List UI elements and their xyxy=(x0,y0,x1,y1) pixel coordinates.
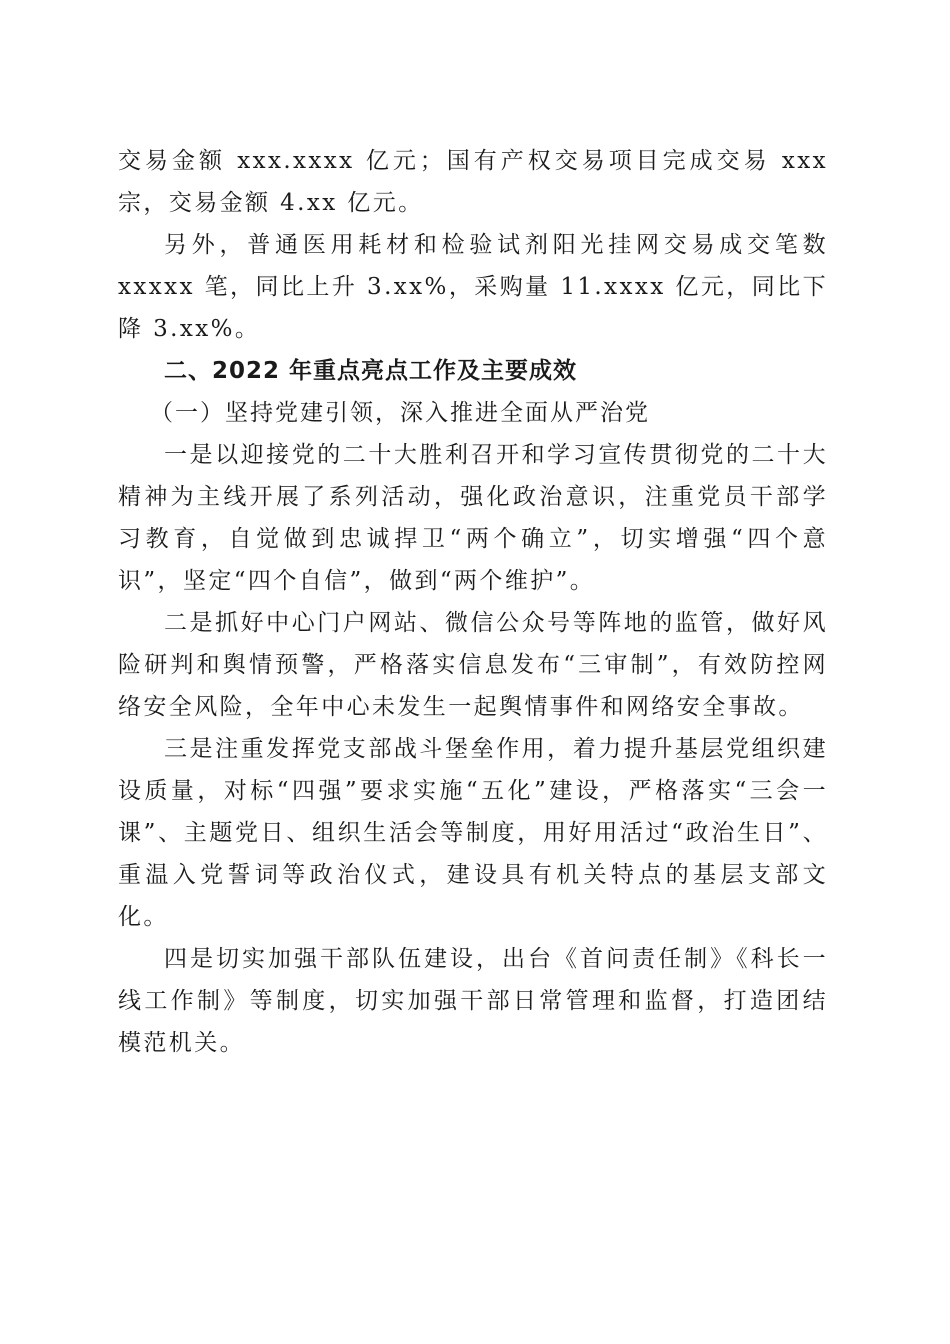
section-heading: 二、2022 年重点亮点工作及主要成效 xyxy=(164,358,578,384)
document-body xyxy=(118,140,828,1064)
subsection-heading: （一）坚持党建引领，深入推进全面从严治党 xyxy=(150,400,650,426)
paragraph-point-three: 三是注重发挥党支部战斗堡垒作用，着力提升基层党组织建设质量，对标“四强”要求实施“五化”建设，严格落实“三会一课”、主题党日、组织生活会等制度，用好用活过“政治生日”、重温入党誓词等政治仪式，建设具有机关特点的基层支部文化。 xyxy=(118,736,828,930)
paragraph-point-four: 四是切实加强干部队伍建设，出台《首问责任制》《科长一线工作制》等制度，切实加强干部日常管理和监督，打造团结模范机关。 xyxy=(118,946,828,1056)
paragraph-medical-consumables: 另外，普通医用耗材和检验试剂阳光挂网交易成交笔数 xxxxx 笔，同比上升 3.xx%，采购量 11.xxxx 亿元，同比下降 3.xx%。 xyxy=(118,232,828,342)
paragraph-point-one: 一是以迎接党的二十大胜利召开和学习宣传贯彻党的二十大精神为主线开展了系列活动，强化政治意识，注重党员干部学习教育，自觉做到忠诚捍卫“两个确立”，切实增强“四个意识”，坚定“四个自信”，做到“两个维护”。 xyxy=(118,442,828,594)
paragraph-transaction-amount: 交易金额 xxx.xxxx 亿元；国有产权交易项目完成交易 xxx 宗，交易金额 4.xx 亿元。 xyxy=(118,148,828,216)
paragraph-point-two: 二是抓好中心门户网站、微信公众号等阵地的监管，做好风险研判和舆情预警，严格落实信息发布“三审制”，有效防控网络安全风险，全年中心未发生一起舆情事件和网络安全事故。 xyxy=(118,610,828,720)
